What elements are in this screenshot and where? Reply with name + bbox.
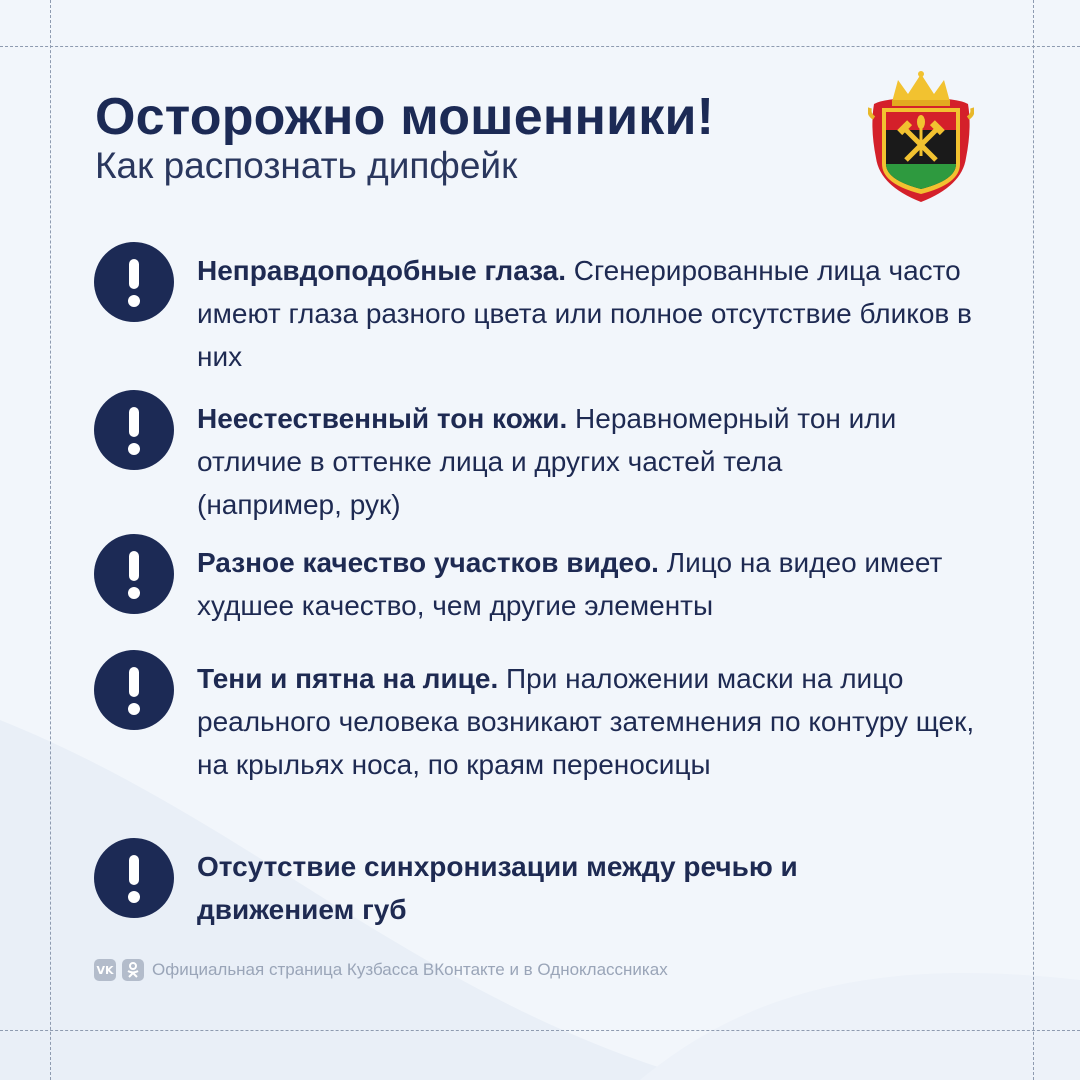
item-description: Сгенерированные лица часто имеют глаза разного цвета или полное отсутствие бликов в них — [197, 255, 972, 372]
item-text — [197, 845, 877, 931]
guide-line-bottom — [0, 1030, 1080, 1031]
item-title: Тени и пятна на лице. — [197, 663, 499, 694]
item-description: Неравномерный тон или отличие в оттенке лица и других частей тела (например, рук) — [197, 403, 897, 520]
item-description: При наложении маски на лицо реального человека возникают затемнения по контуру щек, на крыльях носа, по краям переносицы — [197, 663, 975, 780]
page-subtitle: Как распознать дипфейк — [95, 145, 518, 186]
kuzbass-coat-of-arms-icon — [868, 68, 974, 204]
vk-icon[interactable]: VK — [94, 959, 116, 981]
item-text — [197, 249, 997, 378]
odnoklassniki-icon[interactable] — [122, 959, 144, 981]
footer-text: Официальная страница Кузбасса ВКонтакте и в Одноклассниках — [152, 960, 668, 979]
item-text — [197, 657, 997, 786]
exclamation-icon — [94, 650, 174, 730]
exclamation-icon — [94, 390, 174, 470]
exclamation-icon — [94, 534, 174, 614]
exclamation-icon — [94, 242, 174, 322]
item-text — [197, 397, 897, 526]
item-description: Лицо на видео имеет худшее качество, чем другие элементы — [197, 547, 943, 621]
exclamation-icon — [94, 838, 174, 918]
item-title: Неправдоподобные глаза. — [197, 255, 567, 286]
item-title: Отсутствие синхронизации между речью и движением губ — [197, 851, 798, 925]
footer — [94, 958, 668, 982]
item-title: Разное качество участков видео. — [197, 547, 659, 578]
guide-line-right — [1033, 0, 1034, 1080]
item-text — [197, 541, 997, 627]
guide-line-left — [50, 0, 51, 1080]
item-title: Неестественный тон кожи. — [197, 403, 568, 434]
page-title: Осторожно мошенники! — [95, 88, 715, 146]
guide-line-top — [0, 46, 1080, 47]
